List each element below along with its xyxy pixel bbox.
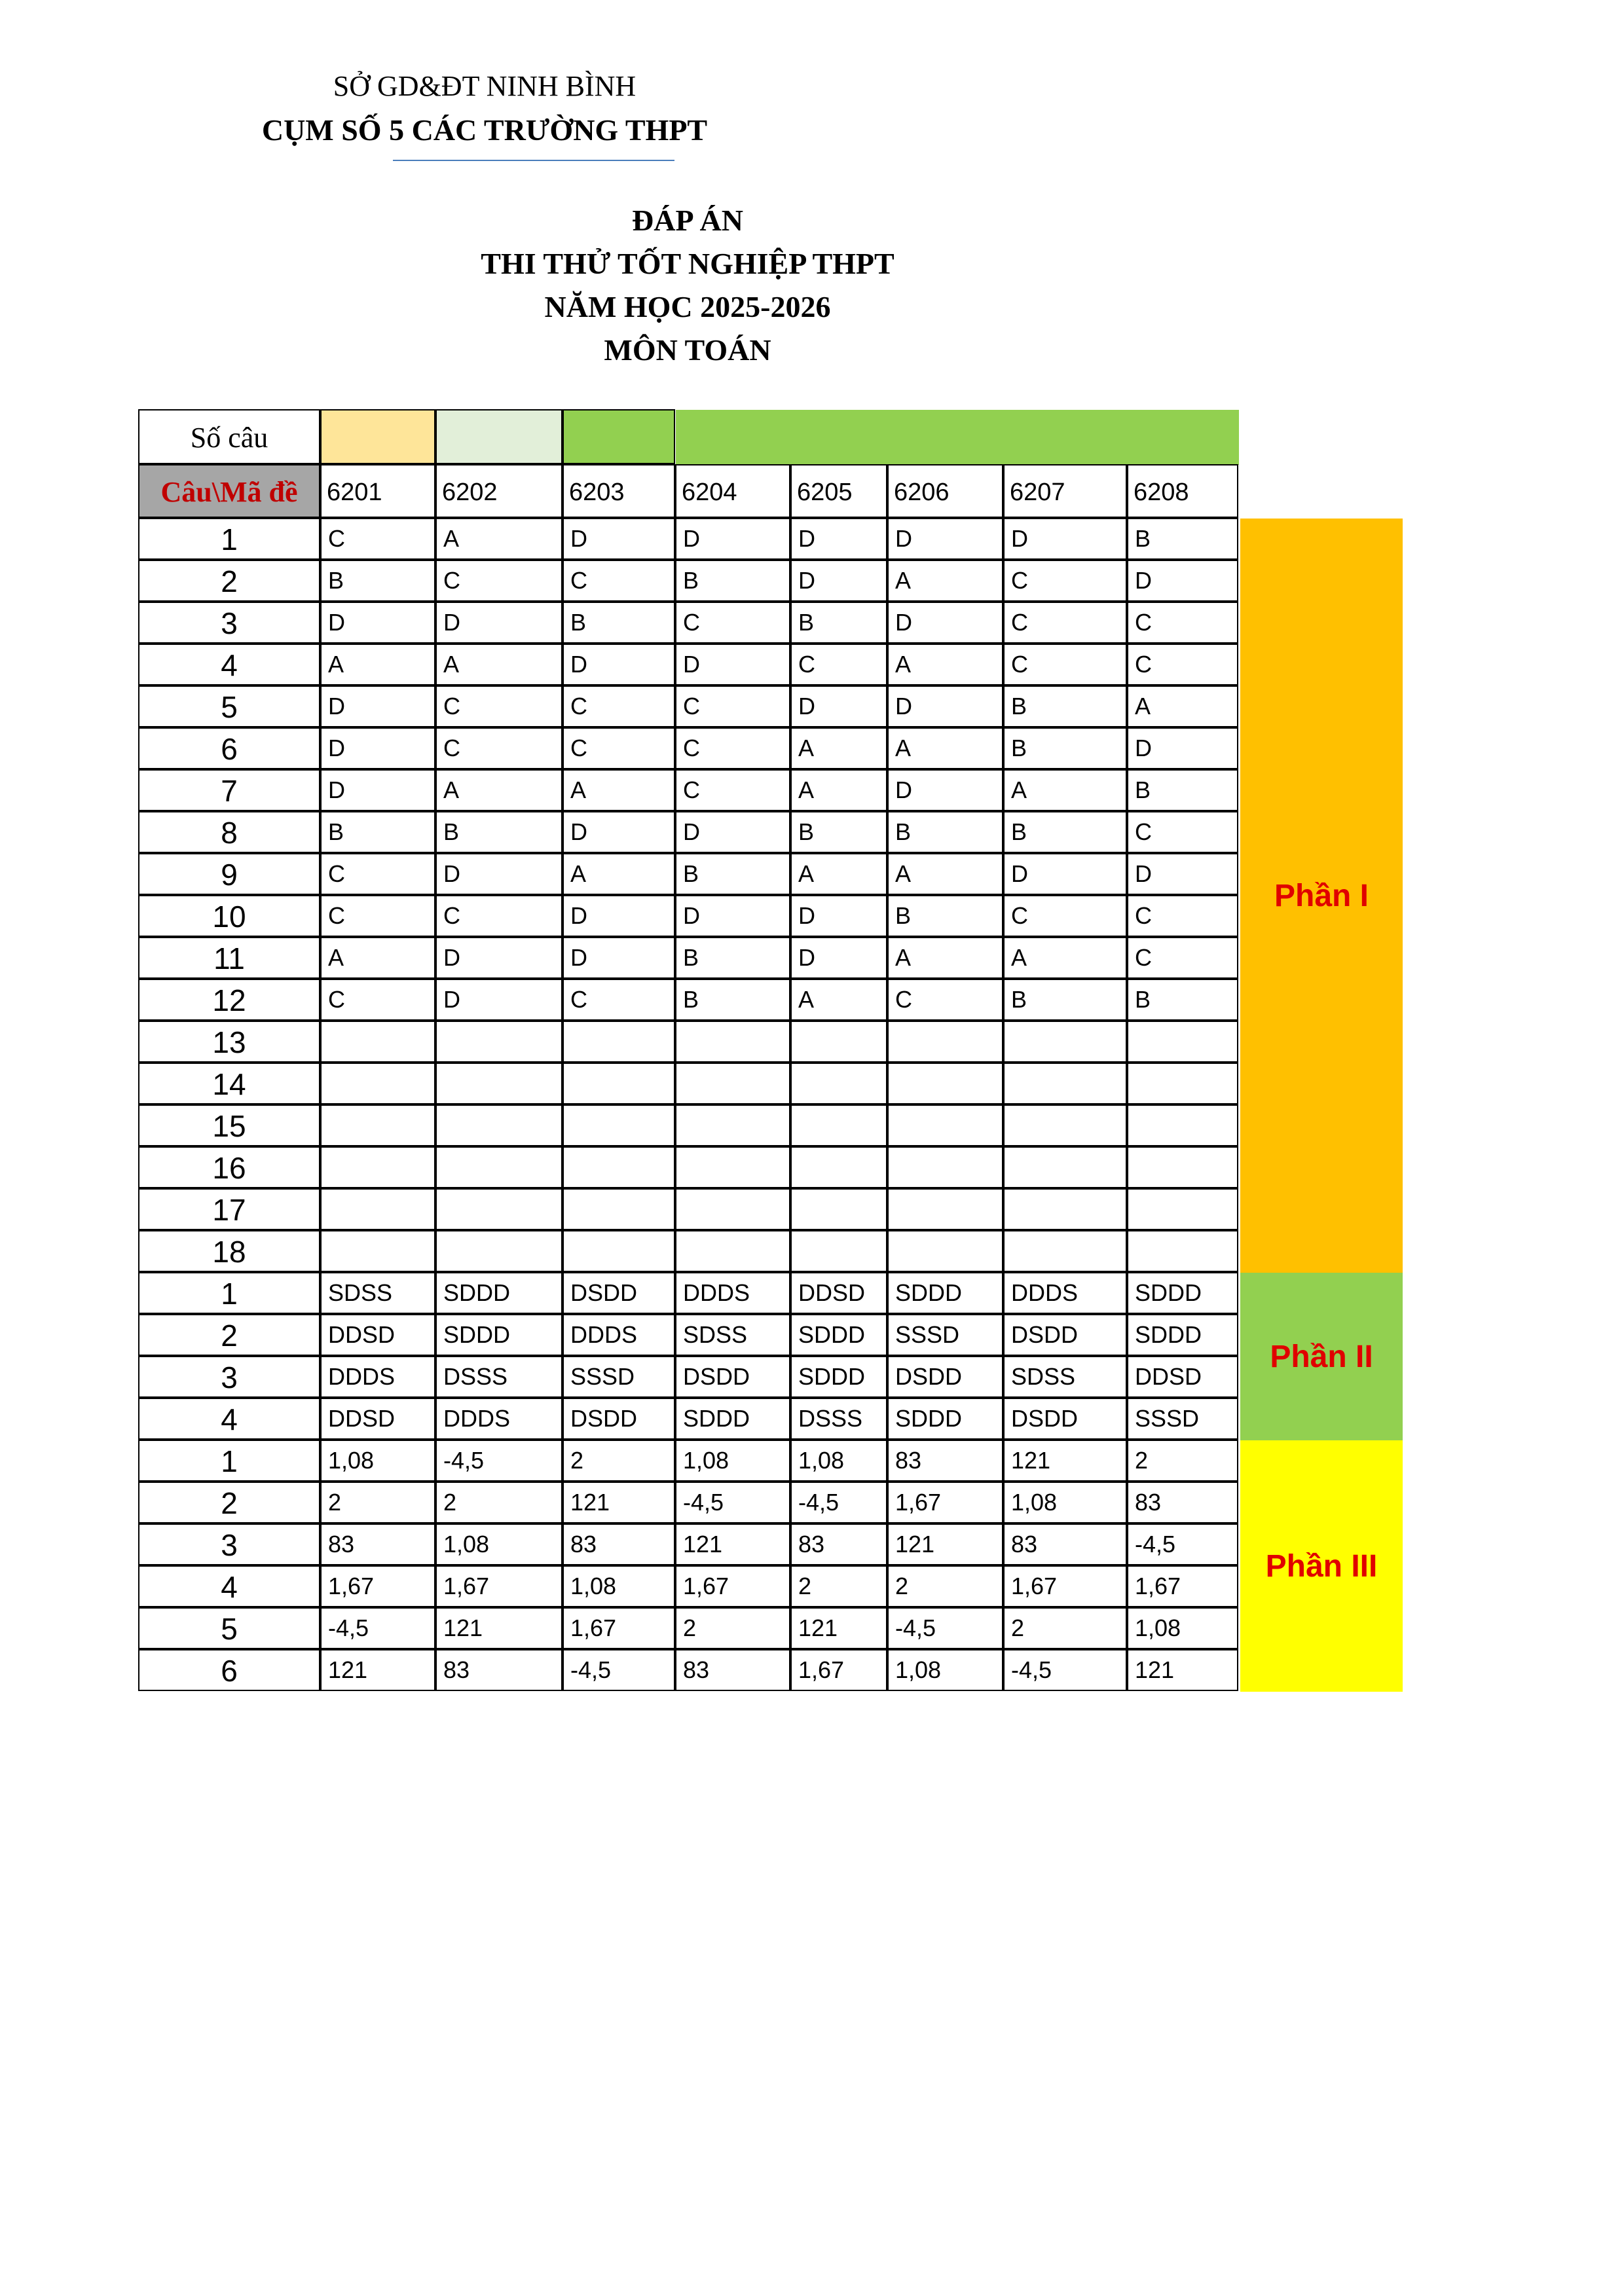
answer-cell: 83: [887, 1440, 1003, 1482]
answer-cell: C: [675, 769, 790, 811]
answer-cell: C: [435, 727, 563, 769]
answer-cell: [675, 1104, 790, 1146]
answer-cell: C: [563, 979, 675, 1021]
answer-cell: DSSS: [790, 1398, 887, 1440]
answer-cell: 1,67: [563, 1607, 675, 1649]
header-underline: [393, 160, 674, 161]
answer-cell: B: [1127, 979, 1238, 1021]
answer-cell: D: [675, 518, 790, 560]
answer-cell: [320, 1104, 435, 1146]
answer-cell: [320, 1188, 435, 1230]
answer-cell: D: [1127, 560, 1238, 602]
answer-cell: D: [790, 937, 887, 979]
answer-cell: D: [887, 602, 1003, 644]
question-number: 5: [138, 685, 320, 727]
answer-cell: D: [563, 518, 675, 560]
question-number: 14: [138, 1063, 320, 1104]
question-number: 3: [138, 1523, 320, 1565]
answer-cell: 2: [1127, 1440, 1238, 1482]
answer-cell: B: [435, 811, 563, 853]
answer-cell: A: [563, 853, 675, 895]
answer-cell: -4,5: [320, 1607, 435, 1649]
part-label-3: Phần III: [1240, 1440, 1403, 1692]
answer-cell: [1127, 1104, 1238, 1146]
legend-swatch-4: [676, 410, 1239, 465]
answer-cell: SDDD: [790, 1314, 887, 1356]
answer-cell: 1,67: [887, 1482, 1003, 1523]
doc-title: ĐÁP ÁN: [632, 204, 743, 237]
question-number: 9: [138, 853, 320, 895]
answer-cell: DSDD: [563, 1272, 675, 1314]
exam-code-6208: 6208: [1127, 464, 1238, 518]
answer-cell: D: [435, 602, 563, 644]
answer-cell: DDDS: [320, 1356, 435, 1398]
answer-cell: [790, 1021, 887, 1063]
answer-cell: D: [887, 518, 1003, 560]
question-number: 2: [138, 560, 320, 602]
question-number: 13: [138, 1021, 320, 1063]
answer-cell: [1003, 1021, 1127, 1063]
answer-cell: [887, 1188, 1003, 1230]
answer-cell: C: [1003, 644, 1127, 685]
answer-cell: [563, 1188, 675, 1230]
answer-cell: DDDS: [675, 1272, 790, 1314]
answer-cell: [675, 1230, 790, 1272]
answer-cell: 83: [435, 1649, 563, 1691]
answer-cell: B: [1003, 811, 1127, 853]
answer-cell: 1,08: [320, 1440, 435, 1482]
answer-cell: D: [790, 518, 887, 560]
answer-cell: [887, 1063, 1003, 1104]
answer-cell: A: [790, 727, 887, 769]
answer-cell: [320, 1146, 435, 1188]
answer-cell: D: [563, 937, 675, 979]
answer-cell: SDDD: [790, 1356, 887, 1398]
legend-swatch-3: [563, 409, 675, 464]
answer-cell: SDDD: [435, 1314, 563, 1356]
answer-cell: 2: [435, 1482, 563, 1523]
answer-cell: C: [320, 895, 435, 937]
question-number: 8: [138, 811, 320, 853]
answer-cell: [563, 1063, 675, 1104]
answer-cell: [1127, 1021, 1238, 1063]
answer-cell: [1127, 1063, 1238, 1104]
answer-cell: 121: [563, 1482, 675, 1523]
question-number: 4: [138, 1565, 320, 1607]
answer-cell: B: [887, 895, 1003, 937]
answer-cell: [435, 1104, 563, 1146]
question-number: 3: [138, 1356, 320, 1398]
answer-cell: D: [887, 769, 1003, 811]
answer-cell: [1003, 1104, 1127, 1146]
answer-cell: 2: [1003, 1607, 1127, 1649]
legend-swatch-2: [435, 409, 563, 464]
answer-cell: D: [675, 644, 790, 685]
answer-cell: B: [563, 602, 675, 644]
answer-cell: [887, 1104, 1003, 1146]
exam-code-6206: 6206: [887, 464, 1003, 518]
exam-code-6203: 6203: [563, 464, 675, 518]
answer-cell: B: [1003, 979, 1127, 1021]
answer-cell: 1,08: [1003, 1482, 1127, 1523]
answer-cell: B: [675, 979, 790, 1021]
answer-cell: A: [435, 518, 563, 560]
org-name: SỞ GD&ĐT NINH BÌNH: [333, 70, 637, 102]
answer-cell: B: [675, 560, 790, 602]
question-number: 11: [138, 937, 320, 979]
answer-cell: 83: [320, 1523, 435, 1565]
answer-cell: DSSS: [435, 1356, 563, 1398]
answer-cell: D: [435, 853, 563, 895]
answer-cell: 83: [1127, 1482, 1238, 1523]
answer-cell: C: [320, 518, 435, 560]
answer-cell: A: [320, 937, 435, 979]
answer-cell: D: [887, 685, 1003, 727]
answer-cell: [1127, 1146, 1238, 1188]
answer-cell: [1127, 1230, 1238, 1272]
answer-cell: D: [320, 769, 435, 811]
answer-cell: SSSD: [563, 1356, 675, 1398]
part-label-1: Phần I: [1240, 519, 1403, 1273]
answer-cell: SDDD: [675, 1398, 790, 1440]
answer-cell: [675, 1188, 790, 1230]
answer-cell: A: [1003, 937, 1127, 979]
answer-cell: B: [675, 937, 790, 979]
answer-cell: SDSS: [675, 1314, 790, 1356]
answer-cell: D: [435, 937, 563, 979]
answer-cell: 1,67: [675, 1565, 790, 1607]
answer-cell: [887, 1146, 1003, 1188]
answer-cell: C: [1127, 644, 1238, 685]
question-number: 3: [138, 602, 320, 644]
answer-cell: D: [1003, 518, 1127, 560]
answer-cell: [790, 1188, 887, 1230]
answer-cell: D: [563, 644, 675, 685]
answer-cell: D: [675, 811, 790, 853]
answer-cell: [790, 1104, 887, 1146]
answer-cell: D: [790, 685, 887, 727]
answer-cell: 83: [790, 1523, 887, 1565]
answer-cell: -4,5: [1127, 1523, 1238, 1565]
answer-cell: [790, 1230, 887, 1272]
answer-cell: D: [1127, 853, 1238, 895]
so-cau-label: Số câu: [138, 409, 320, 464]
question-number: 15: [138, 1104, 320, 1146]
answer-cell: SDDD: [887, 1272, 1003, 1314]
answer-table: [139, 410, 1378, 1719]
exam-name: THI THỬ TỐT NGHIỆP THPT: [481, 247, 895, 280]
question-number: 16: [138, 1146, 320, 1188]
question-number: 4: [138, 1398, 320, 1440]
answer-cell: C: [1127, 895, 1238, 937]
answer-cell: C: [1003, 602, 1127, 644]
answer-cell: C: [563, 727, 675, 769]
answer-cell: 1,08: [1127, 1607, 1238, 1649]
school-year: NĂM HỌC 2025-2026: [544, 290, 831, 323]
answer-cell: DDDS: [1003, 1272, 1127, 1314]
answer-cell: C: [320, 979, 435, 1021]
answer-cell: -4,5: [435, 1440, 563, 1482]
answer-cell: A: [887, 560, 1003, 602]
answer-cell: B: [790, 602, 887, 644]
answer-cell: B: [887, 811, 1003, 853]
question-number: 2: [138, 1482, 320, 1523]
answer-cell: C: [675, 602, 790, 644]
answer-cell: 1,67: [790, 1649, 887, 1691]
answer-cell: [1003, 1063, 1127, 1104]
answer-cell: -4,5: [675, 1482, 790, 1523]
answer-cell: C: [675, 685, 790, 727]
answer-cell: -4,5: [790, 1482, 887, 1523]
answer-cell: -4,5: [887, 1607, 1003, 1649]
answer-cell: [675, 1146, 790, 1188]
answer-cell: DDSD: [320, 1398, 435, 1440]
answer-cell: 2: [320, 1482, 435, 1523]
answer-cell: D: [675, 895, 790, 937]
answer-cell: C: [675, 727, 790, 769]
answer-cell: [563, 1146, 675, 1188]
answer-cell: [1003, 1230, 1127, 1272]
answer-cell: C: [435, 560, 563, 602]
answer-cell: 1,08: [435, 1523, 563, 1565]
answer-cell: A: [887, 853, 1003, 895]
answer-cell: A: [435, 644, 563, 685]
answer-cell: B: [1127, 769, 1238, 811]
answer-cell: 83: [563, 1523, 675, 1565]
answer-cell: [563, 1230, 675, 1272]
answer-cell: A: [1127, 685, 1238, 727]
answer-cell: SDDD: [887, 1398, 1003, 1440]
answer-cell: C: [435, 895, 563, 937]
answer-cell: C: [887, 979, 1003, 1021]
answer-cell: 121: [887, 1523, 1003, 1565]
answer-cell: 1,08: [675, 1440, 790, 1482]
subject: MÔN TOÁN: [604, 333, 771, 367]
answer-cell: [887, 1230, 1003, 1272]
answer-cell: A: [563, 769, 675, 811]
answer-cell: 2: [675, 1607, 790, 1649]
answer-cell: B: [790, 811, 887, 853]
answer-cell: SDDD: [435, 1272, 563, 1314]
answer-cell: DDDS: [563, 1314, 675, 1356]
answer-cell: [1003, 1188, 1127, 1230]
answer-cell: C: [790, 644, 887, 685]
answer-cell: [320, 1021, 435, 1063]
answer-cell: SSSD: [887, 1314, 1003, 1356]
answer-cell: [563, 1104, 675, 1146]
answer-cell: C: [1003, 895, 1127, 937]
part-label-2: Phần II: [1240, 1273, 1403, 1440]
answer-cell: 83: [1003, 1523, 1127, 1565]
answer-cell: 121: [320, 1649, 435, 1691]
question-number: 12: [138, 979, 320, 1021]
answer-cell: DDSD: [790, 1272, 887, 1314]
question-number: 1: [138, 1440, 320, 1482]
answer-cell: SDSS: [1003, 1356, 1127, 1398]
answer-cell: [1003, 1146, 1127, 1188]
answer-cell: 1,67: [1127, 1565, 1238, 1607]
answer-cell: A: [790, 979, 887, 1021]
answer-cell: 2: [887, 1565, 1003, 1607]
answer-cell: C: [1127, 811, 1238, 853]
answer-cell: 1,08: [887, 1649, 1003, 1691]
question-number: 6: [138, 727, 320, 769]
answer-cell: A: [790, 769, 887, 811]
answer-cell: [790, 1063, 887, 1104]
answer-cell: DDDS: [435, 1398, 563, 1440]
answer-cell: B: [675, 853, 790, 895]
answer-cell: [887, 1021, 1003, 1063]
answer-cell: B: [320, 560, 435, 602]
answer-cell: 1,67: [1003, 1565, 1127, 1607]
answer-cell: B: [320, 811, 435, 853]
answer-cell: 121: [435, 1607, 563, 1649]
answer-cell: D: [563, 811, 675, 853]
answer-cell: -4,5: [1003, 1649, 1127, 1691]
exam-code-6204: 6204: [675, 464, 790, 518]
answer-cell: C: [320, 853, 435, 895]
answer-cell: B: [1003, 685, 1127, 727]
exam-code-6202: 6202: [435, 464, 563, 518]
cluster-name: CỤM SỐ 5 CÁC TRƯỜNG THPT: [261, 113, 708, 147]
answer-cell: B: [1003, 727, 1127, 769]
answer-cell: C: [563, 685, 675, 727]
answer-cell: D: [563, 895, 675, 937]
answer-cell: SDSS: [320, 1272, 435, 1314]
answer-cell: [435, 1063, 563, 1104]
answer-cell: 1,08: [790, 1440, 887, 1482]
answer-cell: D: [790, 895, 887, 937]
answer-cell: [563, 1021, 675, 1063]
answer-cell: 121: [1127, 1649, 1238, 1691]
answer-cell: 121: [1003, 1440, 1127, 1482]
answer-cell: DSDD: [887, 1356, 1003, 1398]
question-number: 18: [138, 1230, 320, 1272]
answer-cell: [1127, 1188, 1238, 1230]
answer-cell: [435, 1146, 563, 1188]
answer-cell: D: [435, 979, 563, 1021]
exam-code-6201: 6201: [320, 464, 435, 518]
answer-cell: [320, 1230, 435, 1272]
answer-cell: C: [435, 685, 563, 727]
answer-cell: DSDD: [675, 1356, 790, 1398]
answer-cell: D: [1127, 727, 1238, 769]
answer-cell: A: [435, 769, 563, 811]
answer-cell: D: [1003, 853, 1127, 895]
question-number: 6: [138, 1649, 320, 1691]
answer-cell: DDSD: [320, 1314, 435, 1356]
answer-cell: [435, 1188, 563, 1230]
answer-cell: C: [1003, 560, 1127, 602]
answer-cell: DSDD: [1003, 1314, 1127, 1356]
answer-cell: [435, 1021, 563, 1063]
answer-cell: SSSD: [1127, 1398, 1238, 1440]
exam-code-6207: 6207: [1003, 464, 1127, 518]
question-number: 5: [138, 1607, 320, 1649]
answer-cell: [675, 1063, 790, 1104]
answer-cell: D: [320, 685, 435, 727]
answer-cell: DSDD: [1003, 1398, 1127, 1440]
answer-cell: D: [320, 727, 435, 769]
answer-cell: [675, 1021, 790, 1063]
answer-cell: DSDD: [563, 1398, 675, 1440]
answer-cell: D: [790, 560, 887, 602]
cau-ma-de-label: Câu\Mã đề: [138, 464, 320, 518]
answer-cell: SDDD: [1127, 1314, 1238, 1356]
question-number: 17: [138, 1188, 320, 1230]
answer-cell: B: [1127, 518, 1238, 560]
answer-cell: [790, 1146, 887, 1188]
question-number: 2: [138, 1314, 320, 1356]
question-number: 10: [138, 895, 320, 937]
question-number: 4: [138, 644, 320, 685]
answer-cell: A: [320, 644, 435, 685]
answer-cell: 2: [563, 1440, 675, 1482]
answer-cell: 1,67: [320, 1565, 435, 1607]
answer-cell: DDSD: [1127, 1356, 1238, 1398]
answer-cell: A: [887, 727, 1003, 769]
answer-cell: C: [1127, 602, 1238, 644]
question-number: 1: [138, 518, 320, 560]
answer-cell: 1,08: [563, 1565, 675, 1607]
answer-cell: 121: [790, 1607, 887, 1649]
question-number: 1: [138, 1272, 320, 1314]
answer-cell: D: [320, 602, 435, 644]
answer-cell: [320, 1063, 435, 1104]
answer-cell: [435, 1230, 563, 1272]
answer-cell: -4,5: [563, 1649, 675, 1691]
answer-cell: 121: [675, 1523, 790, 1565]
answer-cell: 1,67: [435, 1565, 563, 1607]
answer-cell: SDDD: [1127, 1272, 1238, 1314]
answer-cell: A: [887, 937, 1003, 979]
answer-cell: 2: [790, 1565, 887, 1607]
answer-cell: A: [887, 644, 1003, 685]
answer-cell: A: [790, 853, 887, 895]
legend-swatch-1: [320, 409, 435, 464]
answer-cell: A: [1003, 769, 1127, 811]
answer-cell: C: [1127, 937, 1238, 979]
answer-cell: 83: [675, 1649, 790, 1691]
question-number: 7: [138, 769, 320, 811]
answer-cell: C: [563, 560, 675, 602]
exam-code-6205: 6205: [790, 464, 887, 518]
